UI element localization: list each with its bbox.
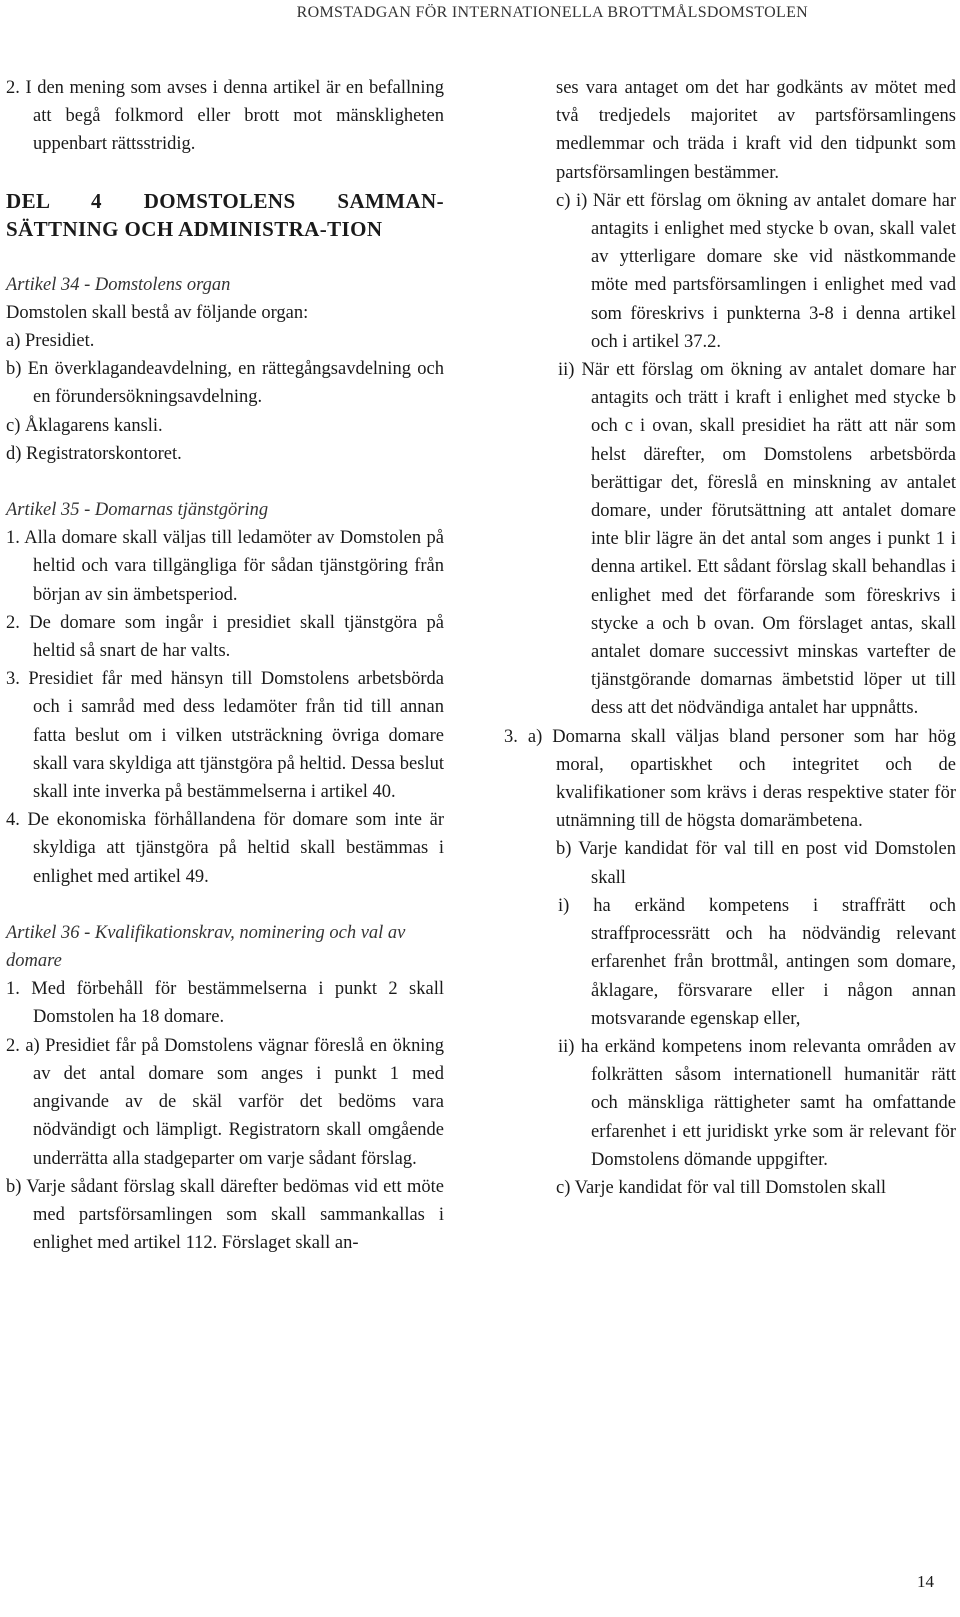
article-36-para-1: 1. Med förbehåll för bestämmelserna i punkt 2 skall Domstolen ha 18 domare. — [6, 979, 444, 1028]
right-column — [504, 74, 956, 1202]
article-35-para-3: 3. Presidiet får med hänsyn till Domstolens arbetsbörda och i samråd med dess ledamöter från tid till annan fatta beslut om i vilken utsträckning övriga domare skall vara skyldiga att tjänstgöra på heltid. Dessa beslut skall inte inverka på bestämmelserna i artikel 40. — [6, 669, 444, 803]
article-35-title: Artikel 35 - Domarnas tjänstgöring — [6, 500, 269, 521]
article-34-item-d: d) Registratorskontoret. — [6, 443, 182, 464]
article-34-intro: Domstolen skall bestå av följande organ: — [6, 302, 309, 323]
article-36-para-3b: b) Varje kandidat för val till en post vid Domstolen skall — [556, 839, 956, 888]
article-34-item-b: b) En överklagandeavdelning, en rättegångsavdelning och en förundersökningsavdelning. — [6, 359, 444, 408]
article-36-para-3a: 3. a) Domarna skall väljas bland personer som har hög moral, opartiskhet och integritet och de kvalifikationer som krävs i deras respektive stater för utnämning till de högsta domarämbetena. — [504, 726, 956, 832]
article-36-para-2a: 2. a) Presidiet får på Domstolens vägnar föreslå en ökning av det antal domare som anges i punkt 1 med angivande av de skäl varför det bedöms vara nödvändigt och lämpligt. Registratorn skall omgående underrätta alla stadgeparter om varje sådant förslag. — [6, 1035, 444, 1169]
page-number: 14 — [917, 1572, 934, 1591]
article-34-item-c: c) Åklagarens kansli. — [6, 415, 163, 436]
article-36-para-2b-continued: ses vara antaget om det har godkänts av mötet med två tredjedels majoritet av partsförsamlingens medlemmar och träda i kraft vid den tidpunkt som partsförsamlingen bestämmer. — [556, 78, 956, 183]
article-36-para-2b: b) Varje sådant förslag skall därefter bedömas vid ett möte med partsförsamlingen som skall sammankallas i enlighet med artikel 112. Förslaget skall an- — [6, 1176, 444, 1254]
article-36-title: Artikel 36 - Kvalifikationskrav, nominering och val av domare — [6, 922, 406, 972]
article-34-title: Artikel 34 - Domstolens organ — [6, 274, 231, 295]
article-36-para-3b-ii: ii) ha erkänd kompetens inom relevanta områden av folkrätten såsom internationell humanitär rätt och mänskliga rättigheter samt ha omfattande erfarenhet i ett juridiskt yrke som är relevant för Domstolens dömande uppgifter. — [558, 1036, 956, 1170]
article-36-para-3b-i: i) ha erkänd kompetens i straffrätt och straffprocessrätt och ha nödvändig relevant erfarenhet från brottmål, antingen som domare, åklagare, försvarare eller i någon annan motsvarande egenskap eller, — [558, 895, 956, 1029]
part-heading: DEL 4 DOMSTOLENS SAMMAN-SÄTTNING OCH ADMINISTRA-TION — [6, 188, 444, 241]
article-36-para-2c-i: c) i) När ett förslag om ökning av antalet domare har antagits i enlighet med stycke b ovan, skall valet av ytterligare domare ske vid nästkommande möte med partsförsamlingen i enlighet med vad som föreskrivs i punkterna 3-8 i denna artikel och i artikel 37.2. — [556, 190, 956, 352]
article-36-para-3c: c) Varje kandidat för val till Domstolen skall — [556, 1177, 887, 1198]
article-34-item-a: a) Presidiet. — [6, 331, 95, 352]
intro-paragraph: 2. I den mening som avses i denna artikel är en befallning att begå folkmord eller brott mot mänskligheten uppenbart rättsstridig. — [6, 78, 444, 155]
article-35-para-2: 2. De domare som ingår i presidiet skall tjänstgöra på heltid så snart de har valts. — [6, 612, 444, 662]
left-column — [6, 74, 444, 1257]
article-36-para-2c-ii: ii) När ett förslag om ökning av antalet domare har antagits och trätt i kraft i enlighet med stycke b och c i ovan, skall presidiet ha rätt att när som helst därefter, om Domstolens arbetsbörda berättigar det, föreslå en minskning av antalet domare, under förutsättning att antalet domare inte blir lägre än det antal som anges i punkt 1 i denna artikel. Ett sådant förslag skall behandlas i enlighet med det förfarande som föreskrivs i stycke a och b ovan. Om förslaget antas, skall antalet domare successivt minskas vartefter de tjänstgörande domarnas ämbetstid löper ut till dess att det nödvändiga antalet har uppnåtts. — [558, 360, 956, 719]
article-35-para-1: 1. Alla domare skall väljas till ledamöter av Domstolen på heltid och vara tillgängliga för sådan tjänstgöring från början av sin ämbetsperiod. — [6, 528, 444, 605]
article-35-para-4: 4. De ekonomiska förhållandena för domare som inte är skyldiga att tjänstgöra på heltid skall bestämmas i enlighet med artikel 49. — [6, 810, 444, 887]
running-header: ROMSTADGAN FÖR INTERNATIONELLA BROTTMÅLSDOMSTOLEN — [296, 4, 808, 21]
